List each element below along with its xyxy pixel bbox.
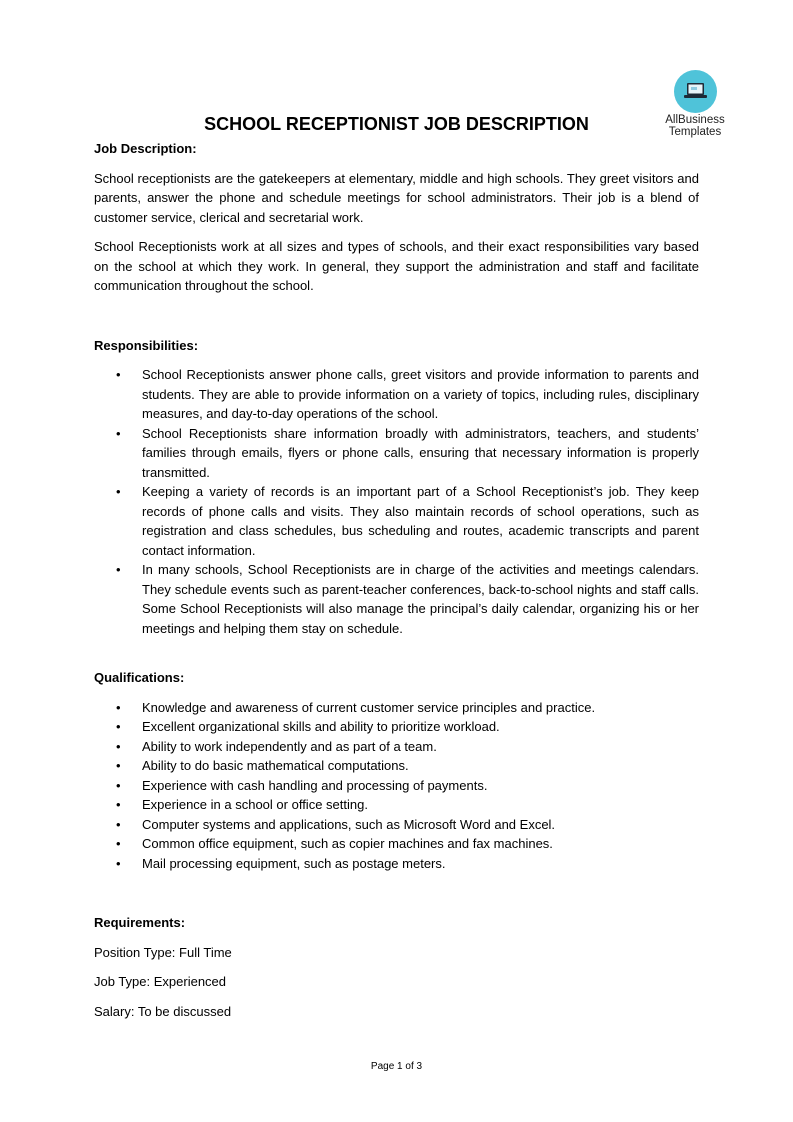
job-type: Job Type: Experienced (94, 974, 227, 989)
list-item (94, 365, 699, 424)
list-item (94, 560, 699, 638)
list-item-text: Excellent organizational skills and ability to prioritize workload. (142, 719, 500, 734)
list-item (94, 482, 699, 560)
list-item (94, 424, 699, 483)
list-item-text: School Receptionists answer phone calls, greet visitors and provide information to parents and students. They are able to provide information on a variety of topics, including rules, disciplinary measures, and day-to-day operations of the school. (142, 367, 699, 421)
list-item-text: Keeping a variety of records is an important part of a School Receptionist’s job. They keep records of phone calls and visits. They also maintain records of school operations, such as registration and class schedules, bus scheduling and routes, academic transcripts and parent contact information. (142, 484, 699, 558)
responsibilities-list (94, 365, 699, 638)
list-item-text: Knowledge and awareness of current customer service principles and practice. (142, 699, 596, 715)
list-item (94, 737, 699, 757)
list-item (94, 795, 699, 815)
list-item-text: School Receptionists share information broadly with administrators, teachers, and students’ families through emails, flyers or phone calls, ensuring that necessary information is properly transmitted. (142, 425, 699, 480)
logo-badge (674, 70, 717, 113)
bullet: • (116, 758, 121, 773)
document-body (94, 139, 699, 1021)
page-number: Page 1 of 3 (370, 1061, 423, 1072)
laptop-icon (684, 82, 707, 100)
bullet: • (116, 425, 121, 441)
bullet: • (116, 855, 121, 871)
qualifications-heading: Qualifications: (94, 670, 185, 685)
job-description-paragraph-2: School Receptionists work at all sizes and types of schools, and their exact responsibilities vary based on the school at which they work. In general, they support the administration and staff and facilitate communication throughout the school. (94, 239, 699, 293)
list-item-text: Experience with cash handling and processing of payments. (142, 777, 488, 793)
qualifications-list (94, 698, 699, 874)
job-description-heading: Job Description: (94, 141, 197, 156)
bullet: • (116, 836, 121, 851)
list-item (94, 854, 699, 874)
list-item-text: Experience in a school or office setting. (142, 797, 368, 812)
list-item-text: Ability to work independently and as part of a team. (142, 738, 437, 754)
position-type: Position Type: Full Time (94, 944, 232, 960)
list-item-text: Common office equipment, such as copier machines and fax machines. (142, 836, 553, 851)
bullet: • (116, 777, 121, 793)
list-item-text: In many schools, School Receptionists are in charge of the activities and meetings calendars. They schedule events such as parent-teacher conferences, back-to-school nights and staff calls. Some School Receptionists will also manage the principal’s daily calendar, organizing his or her meetings and helping them stay on schedule. (142, 562, 699, 636)
list-item (94, 776, 699, 796)
job-description-paragraph-1: School receptionists are the gatekeepers at elementary, middle and high schools. They greet visitors and parents, answer the phone and schedule meetings for school administrators. Their job is a blend of customer service, clerical and secretarial work. (94, 170, 699, 225)
bullet: • (116, 738, 121, 754)
list-item-text: Mail processing equipment, such as postage meters. (142, 855, 446, 871)
list-item (94, 717, 699, 737)
list-item-text: Computer systems and applications, such as Microsoft Word and Excel. (142, 816, 556, 832)
bullet: • (116, 699, 121, 715)
list-item (94, 815, 699, 835)
bullet: • (116, 562, 121, 577)
requirements-heading: Requirements: (94, 915, 186, 930)
list-item (94, 698, 699, 718)
list-item (94, 756, 699, 776)
bullet: • (116, 816, 121, 832)
bullet: • (116, 484, 121, 499)
responsibilities-heading: Responsibilities: (94, 337, 199, 353)
page-title: SCHOOL RECEPTIONIST JOB DESCRIPTION (204, 114, 589, 134)
list-item-text: Ability to do basic mathematical computations. (142, 758, 409, 773)
salary: Salary: To be discussed (94, 1003, 232, 1019)
bullet: • (116, 797, 121, 812)
bullet: • (116, 719, 121, 734)
list-item (94, 834, 699, 854)
bullet: • (116, 367, 121, 382)
logo-line-2: Templates (668, 126, 722, 138)
logo-line-1: AllBusiness (665, 114, 725, 126)
